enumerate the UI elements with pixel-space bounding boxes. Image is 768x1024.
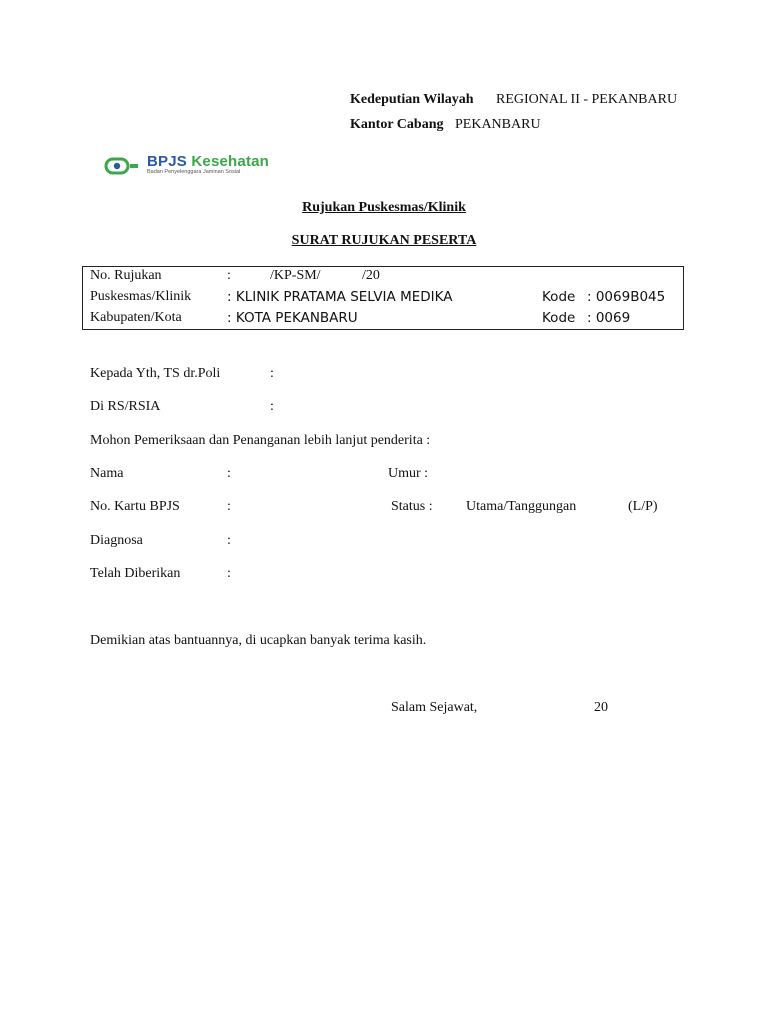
signature-year: 20 [594, 700, 608, 715]
nama-label: Nama [90, 466, 124, 481]
no-rujukan-label: No. Rujukan [90, 268, 162, 283]
umur-label: Umur : [388, 466, 429, 481]
rs-label: Di RS/RSIA [90, 399, 161, 414]
rs-colon: : [270, 399, 274, 414]
no-rujukan-mid: /KP-SM/ [270, 268, 321, 283]
no-rujukan-colon: : [227, 268, 231, 283]
klinik-kode-label: Kode [542, 289, 576, 305]
gender-lp: (L/P) [628, 499, 658, 514]
cabang-label: Kantor Cabang [350, 117, 444, 132]
kota-value: : KOTA PEKANBARU [227, 310, 358, 326]
kota-kode-value: : 0069 [587, 310, 631, 326]
bpjs-logo [104, 153, 314, 181]
no-rujukan-end: /20 [362, 268, 380, 283]
kartu-colon: : [227, 499, 231, 514]
kepada-colon: : [270, 366, 274, 381]
diberikan-label: Telah Diberikan [90, 566, 181, 581]
kepada-label: Kepada Yth, TS dr.Poli [90, 366, 221, 381]
diagnosa-colon: : [227, 533, 231, 548]
kota-kode-label: Kode [542, 310, 576, 326]
klinik-label: Puskesmas/Klinik [90, 289, 192, 304]
logo-word-bpjs: BPJS [147, 153, 187, 170]
wilayah-label: Kedeputian Wilayah [350, 92, 474, 107]
mohon-text: Mohon Pemeriksaan dan Penanganan lebih lanjut penderita : [90, 433, 431, 448]
cabang-value: PEKANBARU [455, 117, 541, 132]
logo-subtitle: Badan Penyelenggara Jaminan Sosial [147, 169, 241, 175]
salam-text: Salam Sejawat, [391, 700, 478, 715]
wilayah-value: REGIONAL II - PEKANBARU [496, 92, 678, 107]
nama-colon: : [227, 466, 231, 481]
diberikan-colon: : [227, 566, 231, 581]
document-title: Rujukan Puskesmas/Klinik [302, 200, 466, 215]
kota-label: Kabupaten/Kota [90, 310, 182, 325]
diagnosa-label: Diagnosa [90, 533, 143, 548]
kartu-label: No. Kartu BPJS [90, 499, 180, 514]
klinik-kode-value: : 0069B045 [587, 289, 666, 305]
demikian-text: Demikian atas bantuannya, di ucapkan banyak terima kasih. [90, 633, 427, 648]
klinik-value: : KLINIK PRATAMA SELVIA MEDIKA [227, 289, 453, 305]
logo-word-kesehatan: Kesehatan [191, 153, 270, 170]
status-value: Utama/Tanggungan [466, 499, 577, 514]
status-label: Status : [391, 499, 433, 514]
bpjs-emblem-icon [104, 155, 140, 179]
logo-wordmark [147, 153, 269, 170]
document-subtitle: SURAT RUJUKAN PESERTA [291, 233, 477, 248]
